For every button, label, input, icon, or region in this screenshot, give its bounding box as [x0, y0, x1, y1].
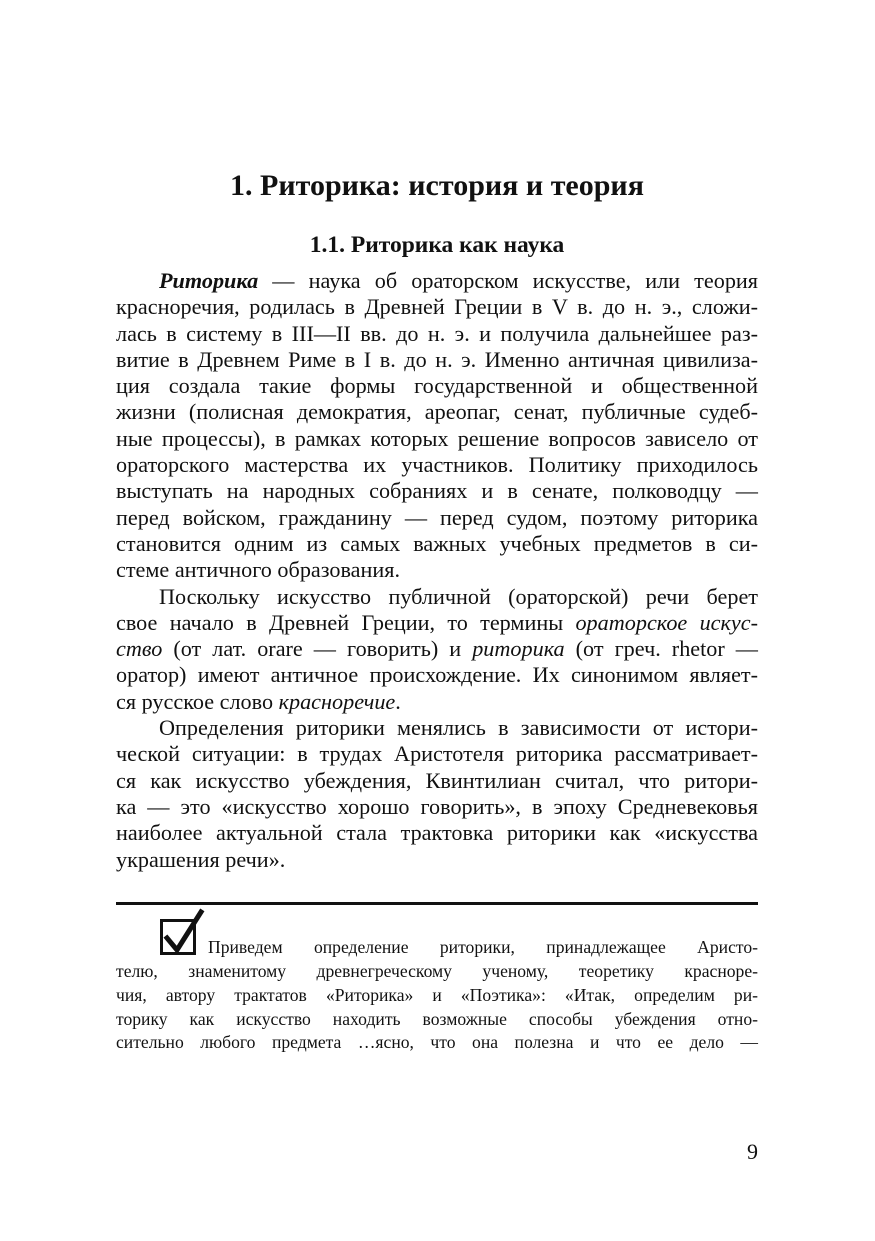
note-line: чия, автору трактатов «Риторика» и «Поэтика»: «Итак, определим ри-	[116, 984, 758, 1005]
paragraph-line: оратор) имеют античное происхождение. Их синонимом являет-	[116, 662, 758, 688]
note-line: телю, знаменитому древнегреческому ученому, теоретику красноре-	[116, 961, 758, 981]
paragraph-line: жизни (полисная демократия, ареопаг, сенат, публичные судеб-	[116, 399, 758, 425]
note-line: сительно любого предмета …ясно, что она полезна и что ее дело —	[116, 1032, 758, 1053]
paragraph-line: перед войском, гражданину — перед судом, поэтому риторика	[116, 504, 758, 530]
paragraph-line: ческой ситуации: в трудах Аристотеля риторика рассматривает-	[116, 741, 758, 767]
paragraph-line: украшения речи».	[116, 846, 286, 872]
paragraph-line: стеме античного образования.	[116, 557, 401, 583]
paragraph-line: ные процессы), в рамках которых решение вопросов зависело от	[116, 425, 758, 451]
paragraph-line: Определения риторики менялись в зависимости от истори-	[159, 715, 758, 741]
paragraph-line: витие в Древнем Риме в I в. до н. э. Именно античная цивилиза-	[116, 346, 758, 372]
note-block	[116, 915, 758, 1055]
main-text	[116, 268, 758, 873]
section-title: 1.1. Риторика как наука	[309, 232, 565, 258]
term-rhetoric: Риторика	[159, 268, 259, 293]
paragraph-line: ция создала такие формы государственной и общественной	[116, 373, 758, 399]
checkbox-checked-icon	[160, 919, 196, 955]
paragraph-line: ся как искусство убеждения, Квинтилиан считал, что ритори-	[116, 767, 758, 793]
paragraph-line: ка — это «искусство хорошо говорить», в эпоху Средневековья	[116, 793, 758, 819]
section-divider	[116, 902, 758, 905]
note-line: Приведем определение риторики, принадлежащее Аристо-	[208, 937, 758, 957]
paragraph-line: лась в систему в III—II вв. до н. э. и получила дальнейшее раз-	[116, 320, 758, 346]
page-number: 9	[747, 1139, 758, 1164]
paragraph-line: выступать на народных собраниях и в сенате, полководцу —	[116, 478, 758, 504]
paragraph-line: становится одним из самых важных учебных предметов в си-	[116, 530, 758, 556]
paragraph-line: Поскольку искусство публичной (ораторской) речи берет	[159, 583, 758, 609]
chapter-title: 1. Риторика: история и теория	[230, 169, 644, 202]
paragraph-line: ство (от лат. orare — говорить) и риторика (от греч. rhetor —	[116, 636, 758, 662]
paragraph-line: ораторского мастерства их участников. Политику приходилось	[116, 452, 758, 478]
note-line: торику как искусство находить возможные способы убеждения отно-	[116, 1008, 758, 1029]
paragraph-line: красноречия, родилась в Древней Греции в V в. до н. э., сложи-	[116, 294, 758, 320]
paragraph-line: ся русское слово красноречие.	[116, 688, 401, 714]
checkmark-icon	[161, 908, 205, 958]
paragraph-line: наиболее актуальной стала трактовка риторики как «искусства	[116, 820, 758, 846]
paragraph-line: Риторика — наука об ораторском искусстве, или теория	[159, 268, 758, 293]
paragraph-line: свое начало в Древней Греции, то термины ораторское искус-	[116, 609, 758, 635]
